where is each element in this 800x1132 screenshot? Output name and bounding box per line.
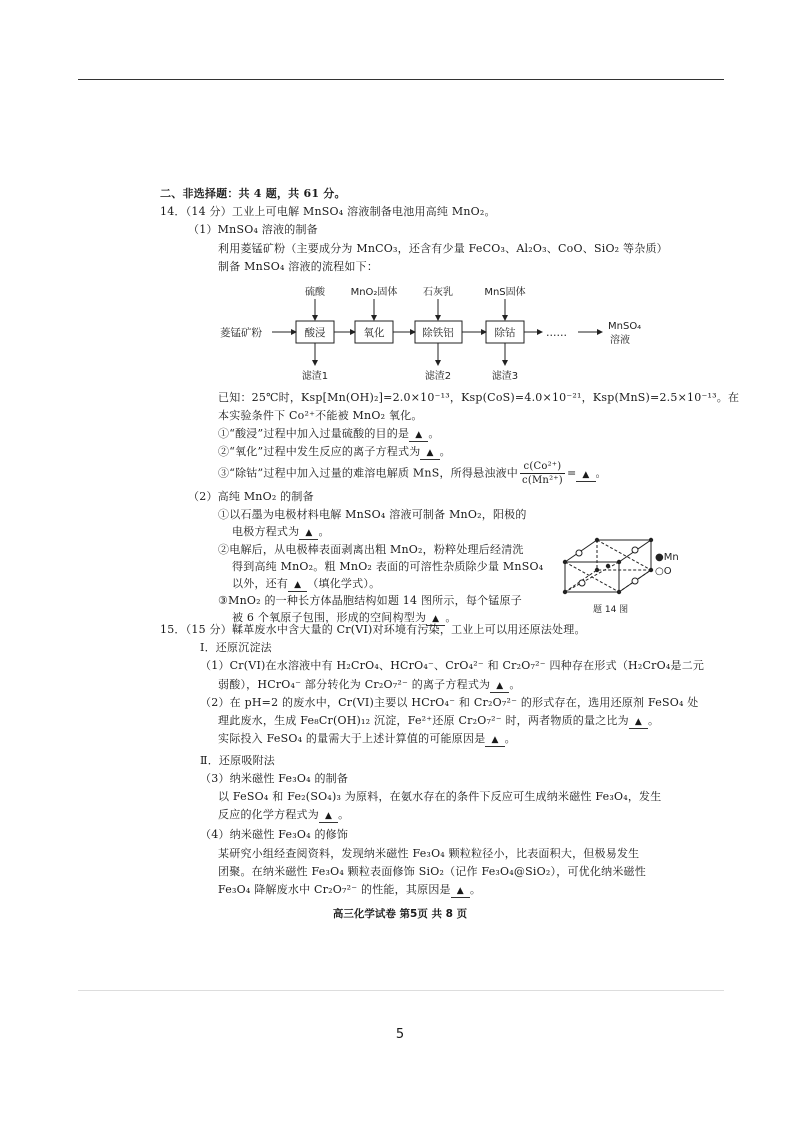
- page-footer: 高三化学试卷 第5页 共 8 页: [332, 908, 468, 920]
- period: 。: [595, 466, 607, 480]
- q15-2b: [218, 713, 659, 729]
- q15-3-title: （3）纳米磁性 Fe₃O₄ 的制备: [200, 772, 349, 785]
- q15-1b-text: 弱酸），HCrO₄⁻ 部分转化为 Cr₂O₇²⁻ 的离子方程式为: [218, 678, 491, 691]
- concentration-ratio: [520, 460, 565, 487]
- q14-2-1b-text: 电极方程式为: [232, 525, 300, 538]
- q14-1-2: [218, 444, 451, 460]
- q14-1-1: [218, 426, 440, 442]
- flow-step-2-label: 氧化: [363, 327, 385, 339]
- answer-blank: ▲: [490, 681, 509, 693]
- q14-part1-title: （1）MnSO₄ 溶液的制备: [188, 223, 318, 236]
- flow-input-label: 菱锰矿粉: [220, 327, 262, 339]
- answer-blank: ▲: [576, 470, 595, 482]
- answer-blank: ▲: [299, 528, 318, 540]
- q14-1-3-text: ③“除钴”过程中加入过量的难溶电解质 MnS，所得悬浊液中: [218, 466, 519, 480]
- q15-4-title: （4）纳米磁性 Fe₃O₄ 的修饰: [200, 828, 349, 841]
- reagent-1: 硫酸: [305, 287, 325, 298]
- legend-mn: ●Mn: [655, 552, 679, 563]
- flow-step-4-label: 除钴: [494, 327, 516, 339]
- period: 。: [439, 445, 451, 458]
- period: 。: [445, 611, 457, 624]
- reagent-2: MnO₂固体: [350, 287, 398, 298]
- q15-1b: [218, 677, 521, 693]
- q15-2a: （2）在 pH=2 的废水中，Cr(VI)主要以 HCrO₄⁻ 和 Cr₂O₇²⁻ 的形式存在，选用还原剂 FeSO₄ 处: [200, 696, 699, 709]
- q14-header: 14．（14 分）工业上可电解 MnSO₄ 溶液制备电池用高纯 MnO₂。: [160, 205, 496, 218]
- q14-1-1-text: ①“酸浸”过程中加入过量硫酸的目的是: [218, 427, 410, 440]
- answer-blank: ▲: [426, 614, 445, 626]
- q15-2c-text: 实际投入 FeSO₄ 的量需大于上述计算值的可能原因是: [218, 732, 486, 745]
- period: 。: [318, 525, 330, 538]
- flow-product-line2: 溶液: [610, 335, 630, 346]
- q14-2-2c-text: 以外，还有: [232, 577, 289, 590]
- process-flow-diagram: [210, 285, 660, 390]
- q15-subsection-2: Ⅱ．还原吸附法: [200, 754, 276, 767]
- ratio-numerator: c(Co²⁺): [520, 460, 565, 474]
- reagent-3: 石灰乳: [423, 287, 453, 298]
- q15-3b: [218, 807, 349, 823]
- answer-blank: ▲: [420, 448, 439, 460]
- period: 。: [428, 427, 440, 440]
- q14-2-2a: ②电解后，从电极棒表面剥离出粗 MnO₂，粉粹处理后经清洗: [218, 543, 524, 556]
- q15-4b: 团聚。在纳米磁性 Fe₃O₄ 颗粒表面修饰 SiO₂（记作 Fe₃O₄@SiO₂），可优化纳米磁性: [218, 865, 646, 878]
- crystal-cell-figure: [555, 520, 690, 615]
- q14-2-2c: [232, 576, 380, 592]
- q14-part1-line1: 利用菱锰矿粉（主要成分为 MnCO₃，还含有少量 FeCO₃、Al₂O₃、CoO、SiO₂ 等杂质）: [218, 242, 668, 255]
- q15-2b-text: 理此废水，生成 Fe₈Cr(OH)₁₂ 沉淀，Fe²⁺还原 Cr₂O₇²⁻ 时，两者物质的量之比为: [218, 714, 629, 727]
- q15-2c: [218, 731, 516, 747]
- equals-sign: =: [566, 466, 577, 480]
- q14-part2-title: （2）高纯 MnO₂ 的制备: [188, 490, 314, 503]
- q14-2-3a: ③MnO₂ 的一种长方体晶胞结构如题 14 图所示，每个锰原子: [218, 594, 522, 607]
- q14-1-2-text: ②“氧化”过程中发生反应的离子方程式为: [218, 445, 421, 458]
- flow-step-3-label: 除铁铝: [422, 327, 454, 339]
- flow-dots: ……: [546, 327, 567, 339]
- page-number: 5: [395, 1027, 405, 1042]
- residue-3: 滤渣3: [491, 371, 519, 382]
- q15-header: 15．（15 分）鞣革废水中含大量的 Cr(VI)对环境有污染，工业上可以用还原法处理。: [160, 623, 586, 636]
- known-line1: 已知：25℃时，Ksp[Mn(OH)₂]=2.0×10⁻¹³，Ksp(CoS)=4.0×10⁻²¹，Ksp(MnS)=2.5×10⁻¹³。在: [218, 391, 740, 404]
- q14-2-1a: ①以石墨为电极材料电解 MnSO₄ 溶液可制备 MnO₂，阳极的: [218, 508, 527, 521]
- q14-2-3b-text: 被 6 个氧原子包围，形成的空间构型为: [232, 611, 427, 624]
- flow-product-line1: MnSO₄: [608, 321, 642, 332]
- residue-2: 滤渣2: [424, 371, 452, 382]
- q14-part1-line2: 制备 MnSO₄ 溶液的流程如下：: [218, 260, 379, 273]
- q15-3b-text: 反应的化学方程式为: [218, 808, 319, 821]
- flow-step-1-label: 酸浸: [304, 327, 326, 339]
- period: 。: [504, 732, 516, 745]
- q15-3a: 以 FeSO₄ 和 Fe₂(SO₄)₃ 为原料，在氨水存在的条件下反应可生成纳米磁性 Fe₃O₄，发生: [218, 790, 662, 803]
- period: 。: [509, 678, 521, 691]
- q15-4c-text: Fe₃O₄ 降解废水中 Cr₂O₇²⁻ 的性能，其原因是: [218, 883, 451, 896]
- answer-blank: ▲: [485, 735, 504, 747]
- answer-blank: ▲: [409, 430, 428, 442]
- legend-o: ○O: [655, 566, 672, 577]
- answer-blank: ▲: [629, 717, 648, 729]
- header-rule: [78, 79, 724, 80]
- q14-2-2c-tail: （填化学式）。: [307, 577, 381, 590]
- figure-caption: 题 14 图: [593, 605, 629, 615]
- footer-rule: [78, 990, 724, 991]
- period: 。: [469, 883, 482, 896]
- answer-blank: ▲: [451, 886, 470, 898]
- section-heading: 二、非选择题：共 4 题，共 61 分。: [160, 187, 346, 200]
- reagent-4: MnS固体: [484, 287, 526, 298]
- residue-1: 滤渣1: [301, 371, 329, 382]
- known-line2: 本实验条件下 Co²⁺不能被 MnO₂ 氧化。: [218, 409, 423, 422]
- q15-4a: 某研究小组经查阅资料，发现纳米磁性 Fe₃O₄ 颗粒粒径小，比表面积大，但极易发生: [218, 847, 640, 860]
- answer-blank: ▲: [288, 580, 307, 592]
- q14-1-3: [218, 460, 607, 487]
- q15-4c: [218, 882, 481, 898]
- q14-2-2b: 得到高纯 MnO₂。粗 MnO₂ 表面的可溶性杂质除少量 MnSO₄: [232, 560, 544, 573]
- q14-2-1b: [232, 524, 330, 540]
- q15-1a: （1）Cr(VI)在水溶液中有 H₂CrO₄、HCrO₄⁻、CrO₄²⁻ 和 Cr₂O₇²⁻ 四种存在形式（H₂CrO₄是二元: [200, 659, 705, 672]
- ratio-denominator: c(Mn²⁺): [522, 475, 563, 486]
- period: 。: [648, 714, 660, 727]
- q15-subsection-1: Ⅰ．还原沉淀法: [200, 641, 272, 654]
- answer-blank: ▲: [319, 811, 338, 823]
- period: 。: [338, 808, 350, 821]
